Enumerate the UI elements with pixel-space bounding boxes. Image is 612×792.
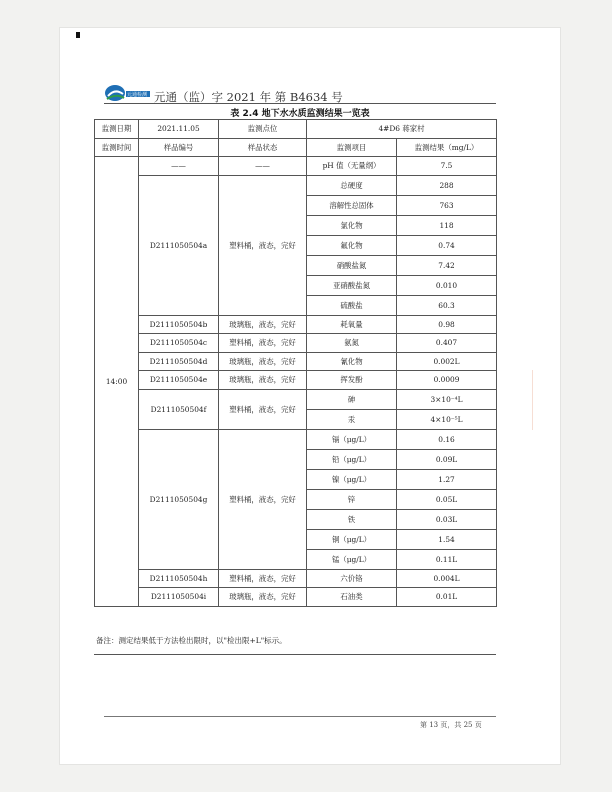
result-cell: 118 xyxy=(397,215,497,235)
result-cell: 1.54 xyxy=(397,529,497,549)
header-divider xyxy=(104,103,496,104)
binding-mark xyxy=(76,32,80,38)
sample-state-cell: 玻璃瓶，液态，完好 xyxy=(219,588,307,607)
sample-state-cell: 塑料桶，液态，完好 xyxy=(219,175,307,315)
site-label: 监测点位 xyxy=(219,120,307,139)
sample-no-cell: D2111050504e xyxy=(139,371,219,390)
sample-no-cell: D2111050504b xyxy=(139,315,219,334)
result-cell: 0.03L xyxy=(397,509,497,529)
sample-state-cell: 塑料桶，液态，完好 xyxy=(219,389,307,429)
time-cell: 14:00 xyxy=(95,157,139,607)
result-cell: 0.11L xyxy=(397,549,497,569)
item-cell: 锌 xyxy=(307,489,397,509)
col-header-item: 监测项目 xyxy=(307,138,397,157)
item-cell: 氟化物 xyxy=(307,235,397,255)
item-cell: 亚硝酸盐氮 xyxy=(307,275,397,295)
sample-state-cell: —— xyxy=(219,157,307,176)
result-cell: 1.27 xyxy=(397,469,497,489)
date-label: 监测日期 xyxy=(95,120,139,139)
result-cell: 3×10⁻⁴L xyxy=(397,389,497,409)
svg-text:元通检测: 元通检测 xyxy=(127,92,148,99)
result-cell: 0.01L xyxy=(397,588,497,607)
item-cell: 氨氮 xyxy=(307,334,397,353)
item-cell: 总硬度 xyxy=(307,175,397,195)
result-cell: 763 xyxy=(397,195,497,215)
sample-state-cell: 玻璃瓶，液态，完好 xyxy=(219,352,307,371)
table-row xyxy=(95,334,497,353)
result-cell: 0.74 xyxy=(397,235,497,255)
item-cell: 铅（μg/L） xyxy=(307,449,397,469)
sample-no-cell: D2111050504i xyxy=(139,588,219,607)
footer-divider xyxy=(104,716,496,717)
result-cell: 7.42 xyxy=(397,255,497,275)
sample-state-cell: 塑料桶，液态，完好 xyxy=(219,429,307,569)
result-cell: 0.05L xyxy=(397,489,497,509)
results-table xyxy=(94,119,497,607)
result-cell: 60.3 xyxy=(397,295,497,315)
col-header-result: 监测结果（mg/L） xyxy=(397,138,497,157)
result-cell: 0.004L xyxy=(397,569,497,588)
result-cell: 7.5 xyxy=(397,157,497,176)
table-row xyxy=(95,175,497,195)
table-row xyxy=(95,352,497,371)
item-cell: 六价铬 xyxy=(307,569,397,588)
sample-state-cell: 塑料桶，液态，完好 xyxy=(219,334,307,353)
sample-state-cell: 玻璃瓶，液态，完好 xyxy=(219,315,307,334)
result-cell: 288 xyxy=(397,175,497,195)
result-cell: 0.09L xyxy=(397,449,497,469)
result-cell: 4×10⁻⁵L xyxy=(397,409,497,429)
note-divider xyxy=(94,654,496,655)
table-header-row xyxy=(95,138,497,157)
table-row xyxy=(95,389,497,409)
sample-state-cell: 玻璃瓶，液态，完好 xyxy=(219,371,307,390)
result-cell: 0.0009 xyxy=(397,371,497,390)
item-cell: 挥发酚 xyxy=(307,371,397,390)
col-header-time: 监测时间 xyxy=(95,138,139,157)
company-logo-icon xyxy=(104,82,150,104)
document-header xyxy=(104,82,343,104)
table-title: 表 2.4 地下水水质监测结果一览表 xyxy=(230,109,370,119)
col-header-sample-no: 样品编号 xyxy=(139,138,219,157)
sample-no-cell: D2111050504f xyxy=(139,389,219,429)
result-cell: 0.407 xyxy=(397,334,497,353)
item-cell: 耗氧量 xyxy=(307,315,397,334)
sample-no-cell: D2111050504a xyxy=(139,175,219,315)
result-cell: 0.010 xyxy=(397,275,497,295)
result-cell: 0.98 xyxy=(397,315,497,334)
page-number: 第 13 页，共 25 页 xyxy=(420,721,482,729)
sample-no-cell: D2111050504c xyxy=(139,334,219,353)
table-row xyxy=(95,371,497,390)
col-header-sample-state: 样品状态 xyxy=(219,138,307,157)
item-cell: 铜（μg/L） xyxy=(307,529,397,549)
table-row xyxy=(95,315,497,334)
item-cell: 锰（μg/L） xyxy=(307,549,397,569)
document-number: 元通（监）字 2021 年 第 B4634 号 xyxy=(154,90,343,104)
sample-state-cell: 塑料桶，液态，完好 xyxy=(219,569,307,588)
item-cell: 铁 xyxy=(307,509,397,529)
site-value: 4#D6 蒋家村 xyxy=(307,120,497,139)
item-cell: 砷 xyxy=(307,389,397,409)
date-value: 2021.11.05 xyxy=(139,120,219,139)
item-cell: 镍（μg/L） xyxy=(307,469,397,489)
item-cell: 氯化物 xyxy=(307,215,397,235)
item-cell: 氰化物 xyxy=(307,352,397,371)
item-cell: 溶解性总固体 xyxy=(307,195,397,215)
table-row xyxy=(95,588,497,607)
item-cell: 汞 xyxy=(307,409,397,429)
item-cell: 硝酸盐氮 xyxy=(307,255,397,275)
seal-edge-mark xyxy=(532,370,547,430)
item-cell: 镉（μg/L） xyxy=(307,429,397,449)
item-cell: 硫酸盐 xyxy=(307,295,397,315)
sample-no-cell: —— xyxy=(139,157,219,176)
table-row xyxy=(95,429,497,449)
sample-no-cell: D2111050504h xyxy=(139,569,219,588)
table-row xyxy=(95,569,497,588)
item-cell: 石油类 xyxy=(307,588,397,607)
table-row xyxy=(95,157,497,176)
item-cell: pH 值（无量纲） xyxy=(307,157,397,176)
sample-no-cell: D2111050504d xyxy=(139,352,219,371)
result-cell: 0.002L xyxy=(397,352,497,371)
table-row xyxy=(95,120,497,139)
result-cell: 0.16 xyxy=(397,429,497,449)
sample-no-cell: D2111050504g xyxy=(139,429,219,569)
table-note: 备注：测定结果低于方法检出限时，以"检出限+L"标示。 xyxy=(96,636,287,645)
